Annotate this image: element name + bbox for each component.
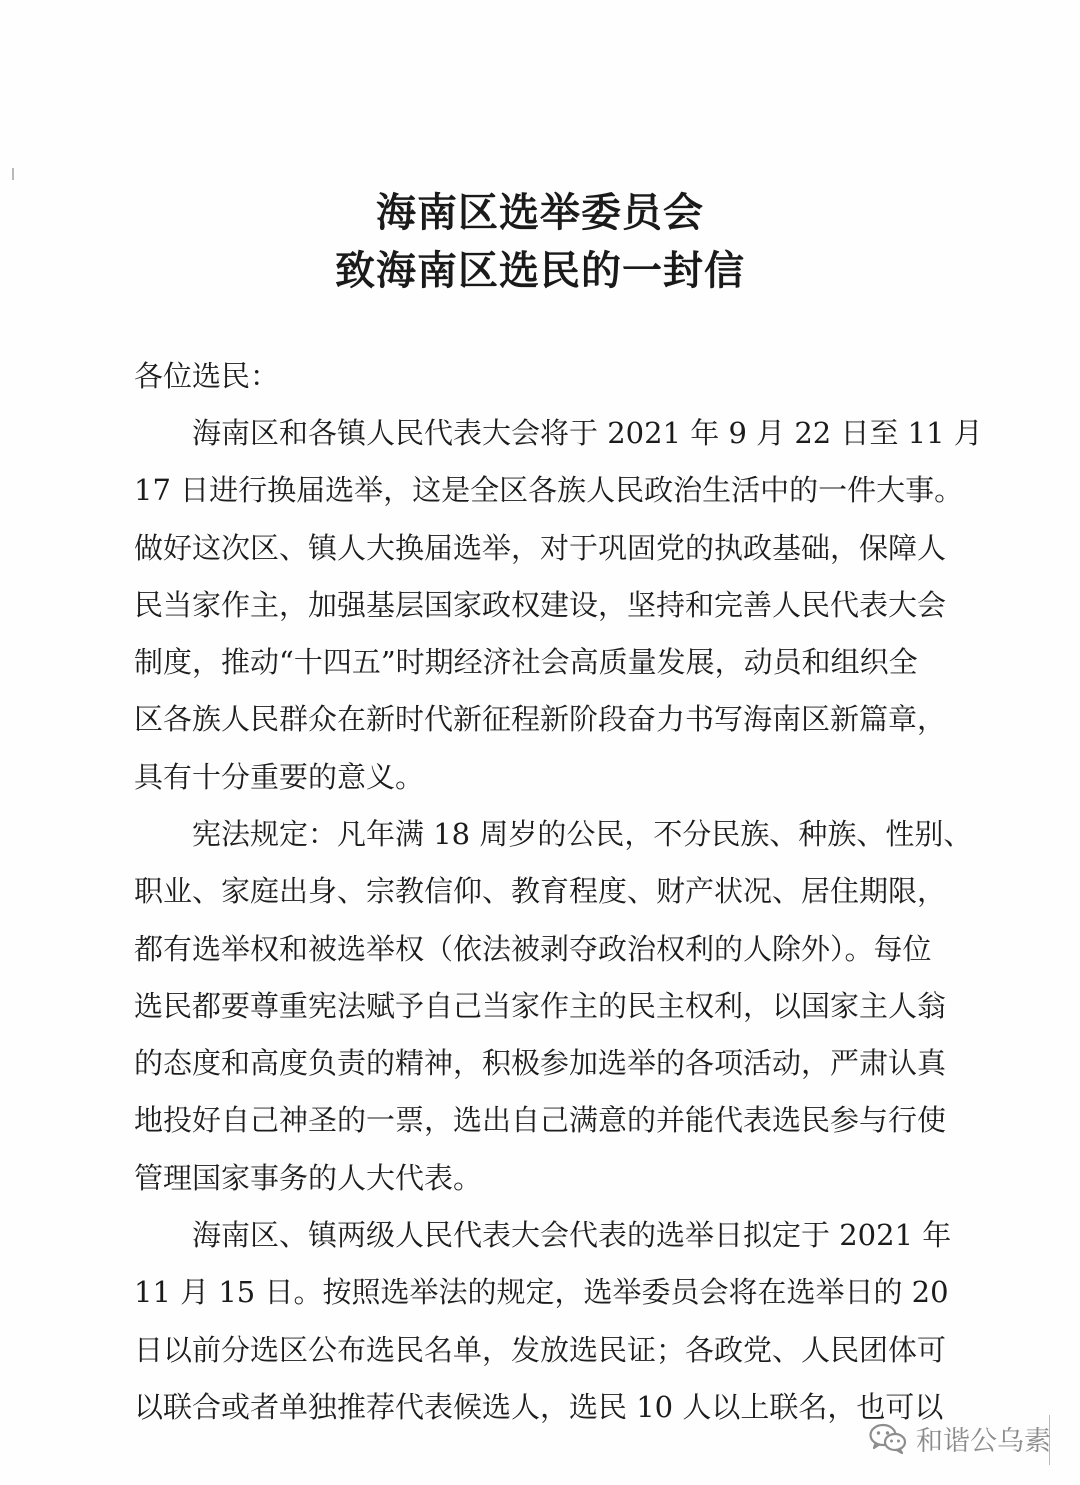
scan-mark [12, 168, 14, 180]
body-line: 海南区和各镇人民代表大会将于 2021 年 9 月 22 日至 11 月 [192, 416, 983, 450]
body-line: 都有选举权和被选举权（依法被剥夺政治权利的人除外）。每位 [134, 932, 932, 966]
wechat-watermark [868, 1418, 1051, 1458]
body-line: 宪法规定：凡年满 18 周岁的公民，不分民族、种族、性别、 [192, 817, 973, 851]
body-line: 区各族人民群众在新时代新征程新阶段奋力书写海南区新篇章， [134, 702, 947, 736]
body-line: 民当家作主，加强基层国家政权建设，坚持和完善人民代表大会 [134, 588, 947, 622]
body-line: 职业、家庭出身、宗教信仰、教育程度、财产状况、居住期限， [134, 874, 947, 908]
body-line: 的态度和高度负责的精神，积极参加选举的各项活动，严肃认真 [134, 1046, 947, 1080]
body-line: 制度，推动“十四五”时期经济社会高质量发展，动员和组织全 [134, 645, 918, 679]
body-line: 11 月 15 日。按照选举法的规定，选举委员会将在选举日的 20 [134, 1275, 949, 1309]
body-line: 管理国家事务的人大代表。 [134, 1161, 483, 1195]
body-line: 做好这次区、镇人大换届选举，对于巩固党的执政基础，保障人 [134, 531, 947, 565]
body-line: 选民都要尊重宪法赋予自己当家作主的民主权利，以国家主人翁 [134, 989, 947, 1023]
watermark-text: 和谐公乌素 [916, 1425, 1051, 1457]
letter-title-line-1: 海南区选举委员会 [376, 189, 704, 236]
letter-title-line-2: 致海南区选民的一封信 [335, 247, 745, 294]
body-line: 海南区、镇两级人民代表大会代表的选举日拟定于 2021 年 [192, 1218, 952, 1252]
body-line: 以联合或者单独推荐代表候选人，选民 10 人以上联名，也可以 [134, 1390, 944, 1424]
body-line: 17 日进行换届选举，这是全区各族人民政治生活中的一件大事。 [134, 473, 964, 507]
body-line: 具有十分重要的意义。 [134, 760, 425, 794]
body-line: 地投好自己神圣的一票，选出自己满意的并能代表选民参与行使 [134, 1103, 947, 1137]
wechat-icon [868, 1421, 908, 1455]
salutation: 各位选民： [134, 359, 280, 393]
body-line: 日以前分选区公布选民名单，发放选民证；各政党、人民团体可 [134, 1333, 947, 1367]
